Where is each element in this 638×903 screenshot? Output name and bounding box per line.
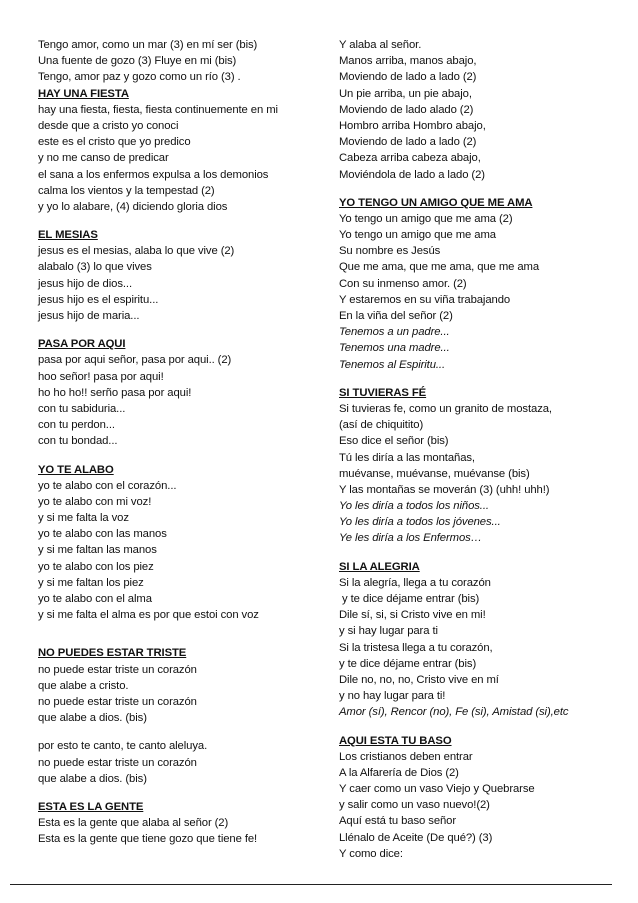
text-line: yo te alabo con los piez	[38, 560, 154, 573]
text-line: Una fuente de gozo (3) Fluye en mi (bis)	[38, 55, 237, 68]
text-line: que alabe a dios. (bis)	[38, 772, 147, 785]
text-line: y no me canso de predicar	[38, 152, 169, 165]
text-line: yo te alabo con las manos	[38, 528, 167, 541]
text-line: jesus hijo es el espiritu...	[38, 293, 159, 306]
text-line: Manos arriba, manos abajo,	[339, 55, 477, 68]
text-line: y si me faltan los piez	[38, 576, 144, 589]
text-line: Dile no, no, no, Cristo vive en mí	[339, 673, 499, 686]
text-line: Moviendo de lado a lado (2)	[339, 136, 477, 149]
text-line-italic: Ye les diría a los Enfermos…	[339, 532, 482, 545]
song-title: YO TE ALABO	[38, 463, 114, 476]
song-esta-es-la-gente	[38, 799, 300, 848]
text-line: yo te alabo con mi voz!	[38, 495, 152, 508]
text-line: pasa por aqui señor, pasa por aqui.. (2)	[38, 354, 232, 367]
song-hay-una-fiesta	[38, 86, 300, 216]
text-line: Yo tengo un amigo que me ama	[339, 229, 496, 242]
text-line: muévanse, muévanse, muévanse (bis)	[339, 467, 530, 480]
intro-block-right	[339, 37, 604, 183]
song-aqui-esta-tu-baso	[339, 733, 604, 863]
text-line: Con su inmenso amor. (2)	[339, 277, 467, 290]
text-line: Y alaba al señor.	[339, 39, 422, 51]
song-title: YO TENGO UN AMIGO QUE ME AMA	[339, 196, 533, 209]
song-title: PASA POR AQUI	[38, 338, 126, 351]
text-line: (así de chiquitito)	[339, 419, 424, 432]
text-line-italic: Tenemos una madre...	[339, 342, 450, 355]
text-line: este es el cristo que yo predico	[38, 136, 191, 149]
text-line: por esto te canto, te canto aleluya.	[38, 740, 208, 753]
text-line: Y caer como un vaso Viejo y Quebrarse	[339, 783, 535, 796]
text-line: Y como dice:	[339, 847, 403, 860]
song-yo-tengo-un-amigo	[339, 195, 604, 373]
text-line: Los cristianos deben entrar	[339, 750, 473, 763]
text-line: Hombro arriba Hombro abajo,	[339, 119, 486, 132]
text-line: con tu sabiduria...	[38, 402, 126, 415]
text-line: Moviendo de lado a lado (2)	[339, 71, 477, 84]
text-line: alabalo (3) lo que vives	[38, 261, 152, 274]
text-line: En la viña del señor (2)	[339, 310, 453, 322]
text-line: y yo lo alabare, (4) diciendo gloria dios	[38, 200, 228, 213]
text-line: jesus hijo de maria...	[38, 310, 140, 322]
song-title: HAY UNA FIESTA	[38, 87, 129, 100]
text-line: ho ho ho!! serño pasa por aqui!	[38, 386, 192, 399]
text-line: con tu bondad...	[38, 435, 118, 448]
text-line: que alabe a dios. (bis)	[38, 712, 147, 725]
text-line: Esta es la gente que tiene gozo que tiene fe!	[38, 833, 258, 846]
text-line: Tengo, amor paz y gozo como un río (3) .	[38, 71, 241, 84]
song-si-la-alegria	[339, 559, 604, 721]
song-el-mesias	[38, 227, 300, 324]
text-line: hoo señor! pasa por aqui!	[38, 370, 164, 383]
text-line: hay una fiesta, fiesta, fiesta continuemente en mi	[38, 103, 278, 116]
text-line: Si la alegría, llega a tu corazón	[339, 576, 491, 589]
text-line: y si me falta el alma es por que estoi con voz	[38, 609, 259, 622]
text-line: Si la tristesa llega a tu corazón,	[339, 641, 493, 654]
text-line: A la Alfarería de Dios (2)	[339, 766, 459, 779]
song-no-puedes-estar-triste	[38, 645, 300, 787]
text-line: que alabe a cristo.	[38, 679, 129, 692]
text-line: Cabeza arriba cabeza abajo,	[339, 152, 481, 165]
text-line-italic: Yo les diría a todos los jóvenes...	[339, 516, 501, 529]
text-line: con tu perdon...	[38, 419, 115, 432]
text-line: y te dice déjame entrar (bis)	[339, 593, 480, 605]
text-line: desde que a cristo yo conoci	[38, 119, 179, 132]
text-line: yo te alabo con el alma	[38, 593, 152, 605]
text-line: Y estaremos en su viña trabajando	[339, 293, 511, 306]
song-title: NO PUEDES ESTAR TRISTE	[38, 647, 187, 660]
text-line-italic: Amor (sí), Rencor (no), Fe (si), Amistad (si),etc	[339, 706, 569, 719]
text-line-italic: Tenemos al Espiritu...	[339, 358, 446, 371]
text-line-italic: Tenemos a un padre...	[339, 326, 450, 339]
text-line: y si me falta la voz	[38, 512, 129, 525]
text-line: Dile sí, si, si Cristo vive en mi!	[339, 609, 486, 622]
song-title: SI TUVIERAS FÉ	[339, 386, 427, 399]
text-line: y no hay lugar para ti!	[339, 690, 446, 703]
text-line: Esta es la gente que alaba al señor (2)	[38, 817, 229, 830]
text-line: no puede estar triste un corazón	[38, 663, 197, 676]
text-line: y si me faltan las manos	[38, 544, 157, 557]
text-line: calma los vientos y la tempestad (2)	[38, 184, 215, 197]
song-title: ESTA ES LA GENTE	[38, 800, 144, 813]
right-column	[339, 37, 604, 862]
text-line: y salir como un vaso nuevo!(2)	[339, 799, 490, 812]
intro-block	[38, 37, 300, 86]
song-title: SI LA ALEGRIA	[339, 560, 420, 573]
text-line: jesus hijo de dios...	[38, 277, 132, 290]
text-line: Llénalo de Aceite (De qué?) (3)	[339, 831, 493, 844]
text-line: Que me ama, que me ama, que me ama	[339, 261, 540, 274]
text-line: jesus es el mesias, alaba lo que vive (2)	[38, 245, 235, 258]
text-line: yo te alabo con el corazón...	[38, 479, 177, 492]
text-line: el sana a los enfermos expulsa a los demonios	[38, 168, 269, 181]
text-line: Y las montañas se moverán (3) (uhh! uhh!)	[339, 483, 550, 496]
text-line: Eso dice el señor (bis)	[339, 435, 449, 448]
song-si-tuvieras-fe	[339, 385, 604, 547]
text-line: Un pie arriba, un pie abajo,	[339, 87, 472, 100]
song-title: AQUI ESTA TU BASO	[339, 734, 452, 747]
text-line: no puede estar triste un corazón	[38, 695, 197, 708]
text-line: y te dice déjame entrar (bis)	[339, 657, 477, 670]
text-line: Tú les diría a las montañas,	[339, 451, 475, 464]
text-line: Si tuvieras fe, como un granito de mostaza,	[339, 402, 552, 415]
text-line: y si hay lugar para ti	[339, 625, 438, 638]
left-column	[38, 37, 300, 847]
text-line: Tengo amor, como un mar (3) en mí ser (bis)	[38, 39, 258, 51]
text-line-italic: Yo les diría a todos los niños...	[339, 500, 489, 513]
text-line: Su nombre es Jesús	[339, 245, 441, 258]
text-line: Moviendo de lado alado (2)	[339, 103, 474, 116]
footer-divider	[10, 884, 612, 885]
text-line: no puede estar triste un corazón	[38, 756, 197, 769]
text-line: Moviéndola de lado a lado (2)	[339, 168, 485, 181]
song-yo-te-alabo	[38, 462, 300, 624]
text-line: Aquí está tu baso señor	[339, 815, 457, 828]
song-pasa-por-aqui	[38, 336, 300, 449]
song-title: EL MESIAS	[38, 229, 98, 242]
text-line: Yo tengo un amigo que me ama (2)	[339, 212, 513, 225]
